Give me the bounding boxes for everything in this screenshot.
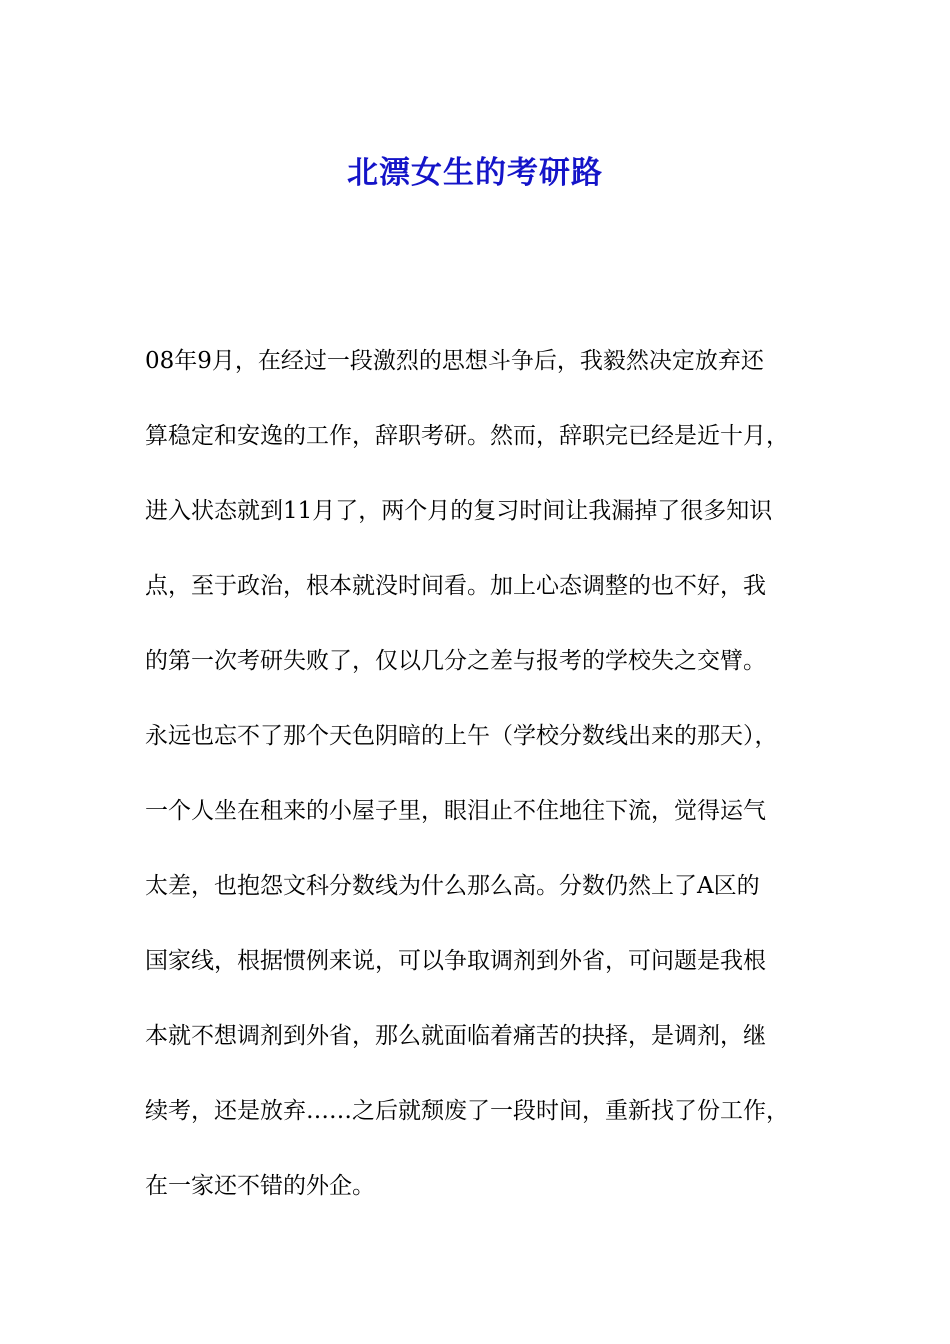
body-line: 的第一次考研失败了，仅以几分之差与报考的学校失之交臂。 [145,648,766,674]
body-line: 永远也忘不了那个天色阴暗的上午（学校分数线出来的那天）， [145,723,778,749]
body-line: 算稳定和安逸的工作，辞职考研。然而，辞职完已经是近十月， [145,423,789,449]
body-line: 国家线，根据惯例来说，可以争取调剂到外省，可问题是我根 [145,948,766,974]
body-line: 在一家还不错的外企。 [145,1173,375,1199]
body-line: 一个人坐在租来的小屋子里，眼泪止不住地往下流，觉得运气 [145,798,766,824]
body-line: 太差，也抱怨文科分数线为什么那么高。分数仍然上了A区的 [145,873,760,899]
body-line: 本就不想调剂到外省，那么就面临着痛苦的抉择，是调剂，继 [145,1023,766,1049]
body-line: 点，至于政治，根本就没时间看。加上心态调整的也不好，我 [145,573,766,599]
body-line: 续考，还是放弃……之后就颓废了一段时间，重新找了份工作， [145,1098,789,1124]
document-body [145,341,825,1241]
body-line: 进入状态就到11月了，两个月的复习时间让我漏掉了很多知识 [145,498,773,524]
document-title: 北漂女生的考研路 [347,154,603,191]
body-line: 08年9月，在经过一段激烈的思想斗争后，我毅然决定放弃还 [145,348,764,374]
